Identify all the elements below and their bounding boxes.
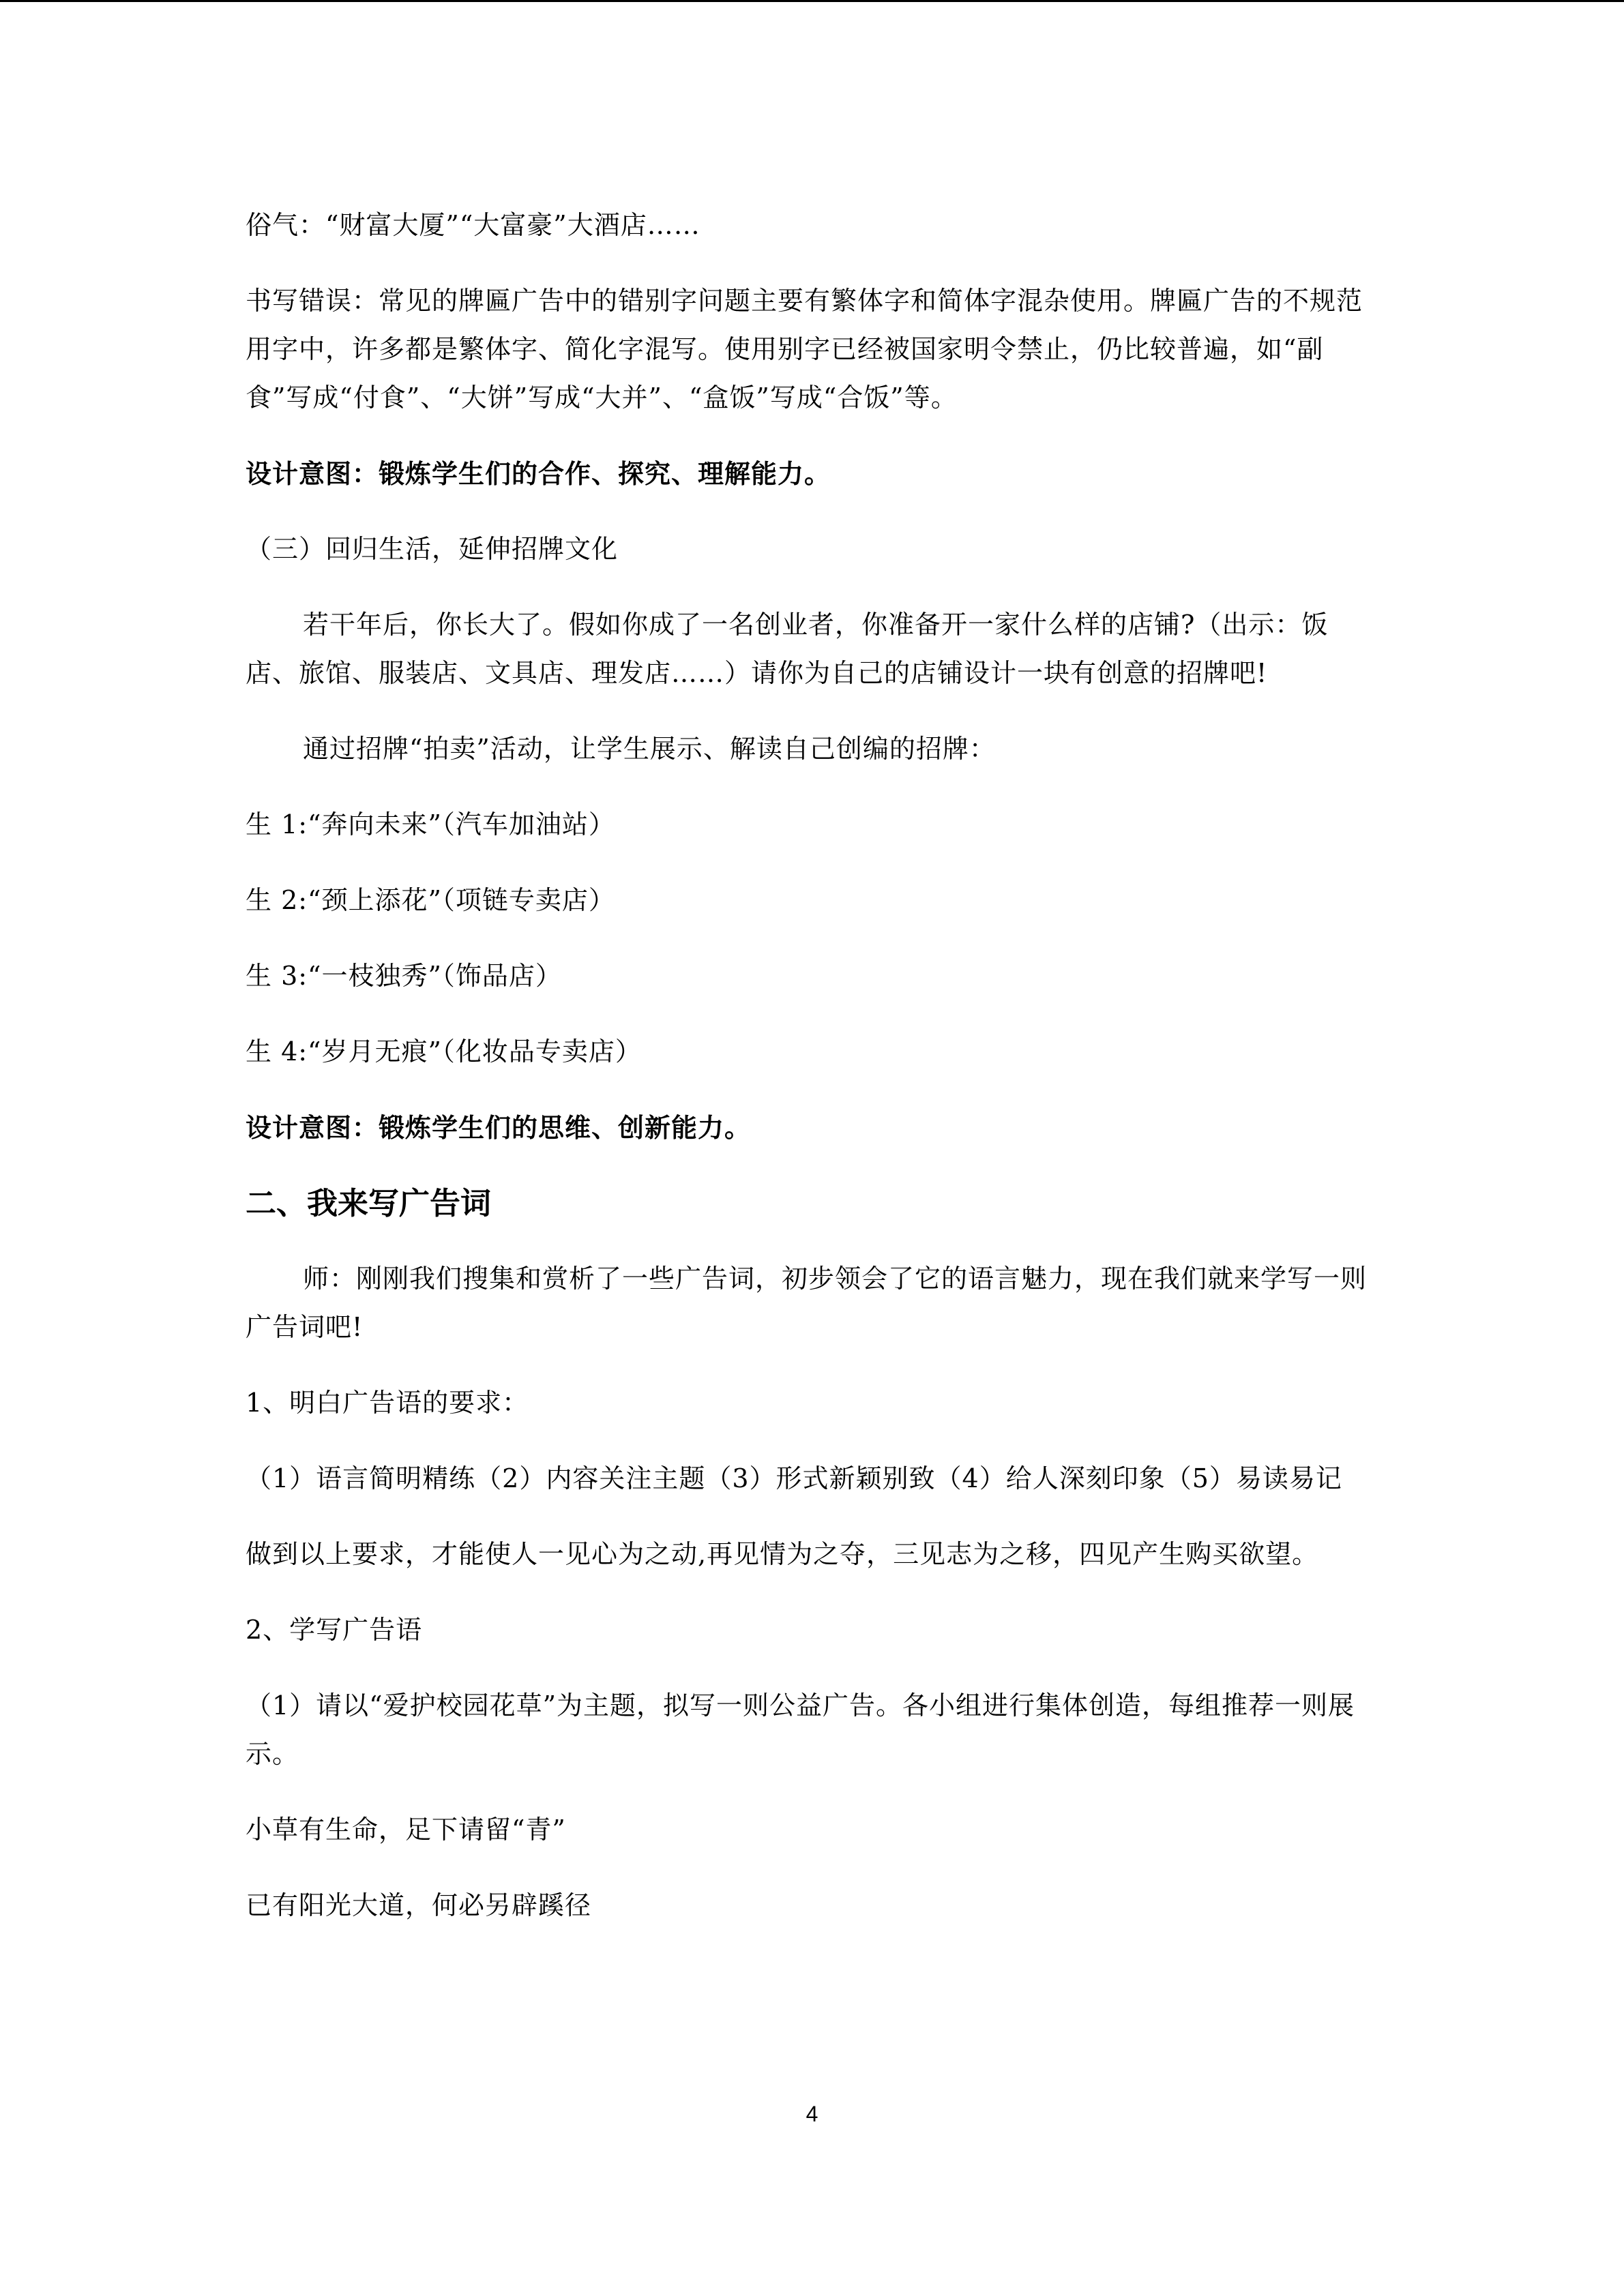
paragraph-requirements-title: 1、明白广告语的要求： xyxy=(246,1388,529,1418)
student-answer-2: 生 2:“颈上添花”（项链专卖店） xyxy=(246,885,615,915)
student-answer-1: 生 1:“奔向未来”（汽车加油站） xyxy=(246,809,615,839)
paragraph-practice-title: 2、学写广告语 xyxy=(246,1615,423,1645)
paragraph-writing-errors: 书写错误：常见的牌匾广告中的错别字问题主要有繁体字和简体字混杂使用。牌匾广告的不规范用字中，许多都是繁体字、简化字混写。使用别字已经被国家明令禁止，仍比较普遍，如“副食”写成“付食”、“大饼”写成“大并”、“盒饭”写成“合饭”等。 xyxy=(246,286,1363,413)
paragraph-auction-activity: 通过招牌“拍卖”活动，让学生展示、解读自己创编的招牌： xyxy=(303,734,996,764)
ad-slogan-2: 已有阳光大道，何必另辟蹊径 xyxy=(246,1890,592,1920)
section-3-title: （三）回归生活，延伸招牌文化 xyxy=(246,534,619,564)
student-answer-3: 生 3:“一枝独秀”（饰品店） xyxy=(246,961,562,991)
design-intent-2: 设计意图：锻炼学生们的思维、创新能力。 xyxy=(246,1112,752,1143)
paragraph-requirements-list: （1）语言简明精练（2）内容关注主题（3）形式新颖别致（4）给人深刻印象（5）易读易记 xyxy=(246,1463,1342,1493)
paragraph-requirements-effect: 做到以上要求，才能使人一见心为之动,再见情为之夺，三见志为之移，四见产生购买欲望。 xyxy=(246,1539,1319,1569)
paragraph-practice-task: （1）请以“爱护校园花草”为主题，拟写一则公益广告。各小组进行集体创造，每组推荐一则展示。 xyxy=(246,1690,1355,1769)
student-answer-4: 生 4:“岁月无痕”（化妆品专卖店） xyxy=(246,1037,642,1067)
document-body xyxy=(246,201,1378,1957)
paragraph-shop-design: 若干年后，你长大了。假如你成了一名创业者，你准备开一家什么样的店铺?（出示：饭店、旅馆、服装店、文具店、理发店……）请你为自己的店铺设计一块有创意的招牌吧! xyxy=(246,610,1329,688)
paragraph-teacher-intro: 师：刚刚我们搜集和赏析了一些广告词，初步领会了它的语言魅力，现在我们就来学写一则广告词吧! xyxy=(246,1264,1368,1342)
design-intent-1: 设计意图：锻炼学生们的合作、探究、理解能力。 xyxy=(246,458,831,489)
top-border-line xyxy=(0,0,1624,2)
ad-slogan-1: 小草有生命，足下请留“青” xyxy=(246,1815,566,1845)
section-heading-write-ads: 二、我来写广告词 xyxy=(246,1185,492,1221)
paragraph-vulgar-names: 俗气：“财富大厦”“大富豪”大酒店…… xyxy=(246,210,700,240)
page-number: 4 xyxy=(806,2102,818,2126)
